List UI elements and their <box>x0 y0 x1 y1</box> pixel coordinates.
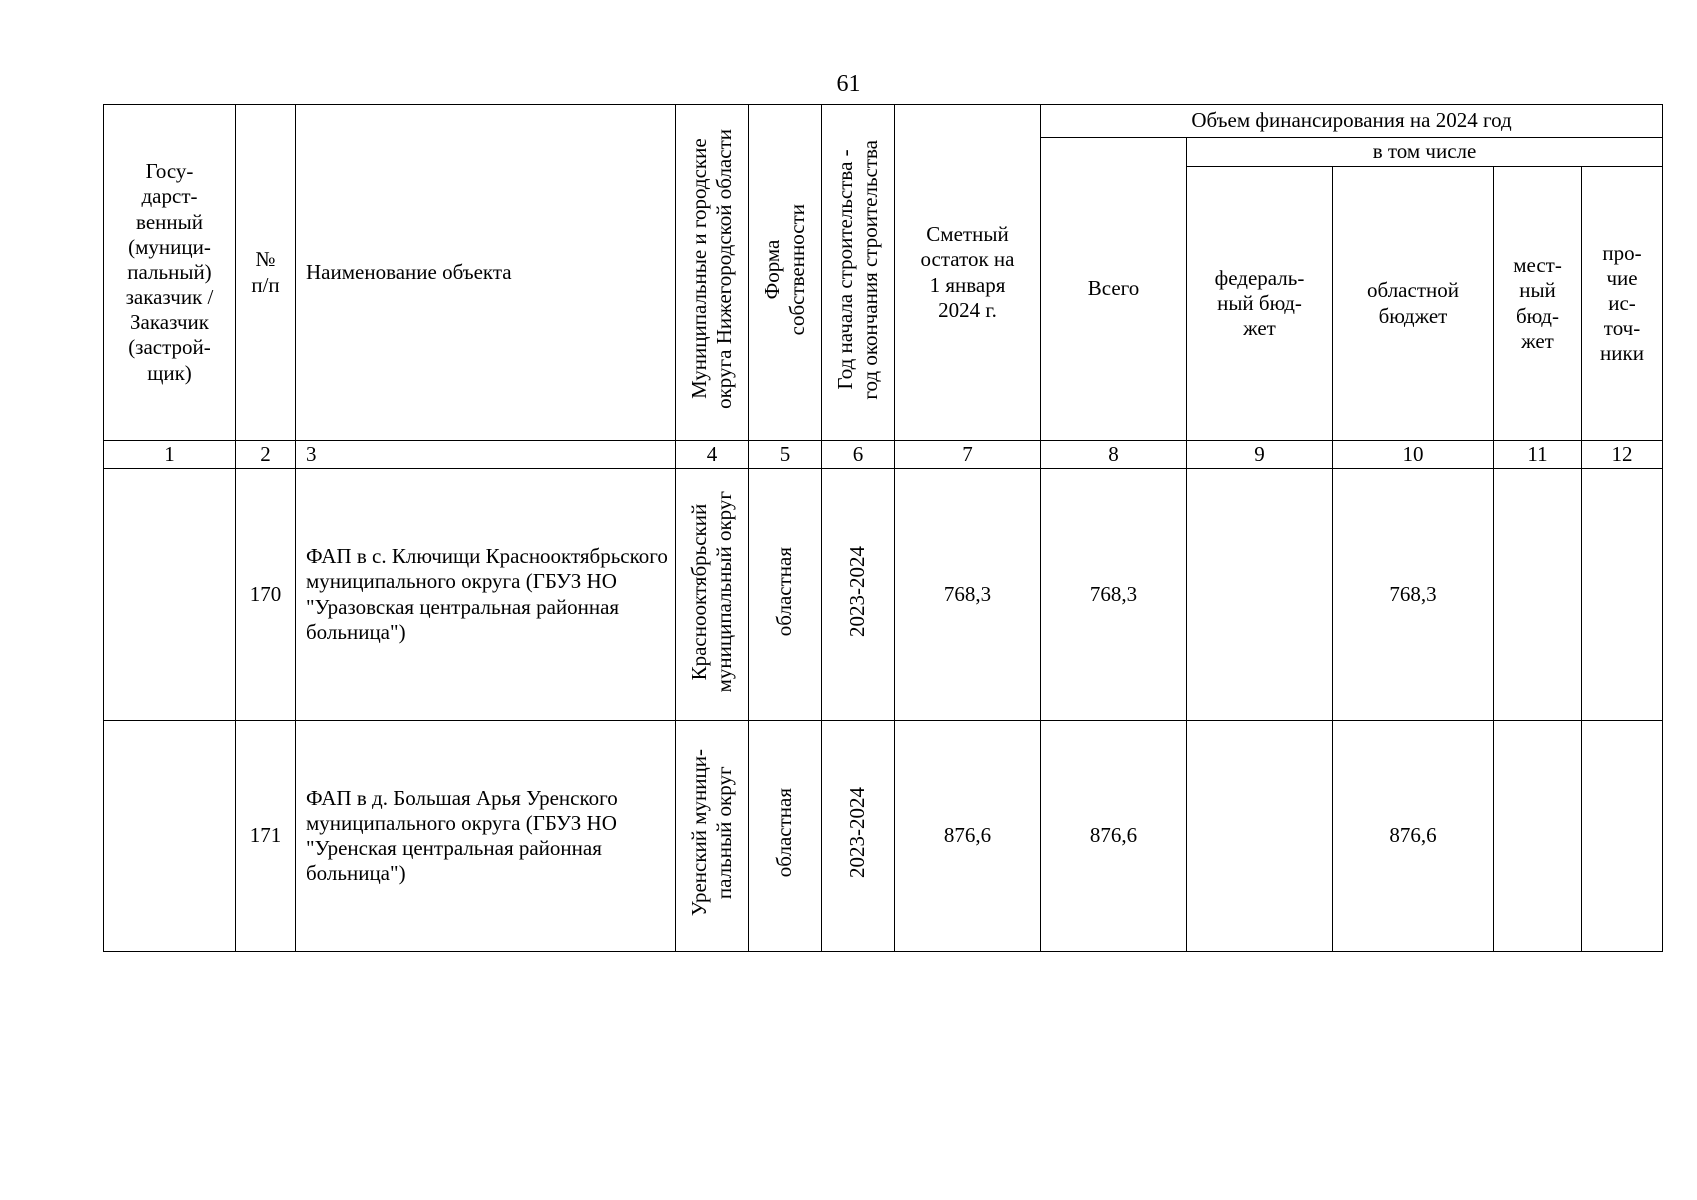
header-row <box>104 105 1663 138</box>
cell-balance: 768,3 <box>895 469 1041 721</box>
cell-years: 2023-2024 <box>822 721 895 952</box>
cell-other <box>1582 721 1663 952</box>
table-row <box>104 469 1663 721</box>
cell-years: 2023-2024 <box>822 469 895 721</box>
column-number: 6 <box>822 441 895 469</box>
header-total: Всего <box>1041 138 1187 441</box>
cell-number: 171 <box>236 721 296 952</box>
header-regional: областной бюджет <box>1333 167 1494 441</box>
cell-object-name: ФАП в д. Большая Арья Уренского муниципального округа (ГБУЗ НО "Уренская центральная районная больница") <box>296 721 676 952</box>
cell-ownership: областная <box>749 469 822 721</box>
cell-total: 876,6 <box>1041 721 1187 952</box>
column-number: 2 <box>236 441 296 469</box>
cell-local <box>1494 721 1582 952</box>
cell-municipality: Уренский муници- пальный округ <box>676 721 749 952</box>
header-object-name: Наименование объекта <box>296 105 676 441</box>
header-customer: Госу- дарст- венный (муници- пальный) заказчик / Заказчик (застрой- щик) <box>104 105 236 441</box>
column-number: 7 <box>895 441 1041 469</box>
header-number: № п/п <box>236 105 296 441</box>
column-number: 1 <box>104 441 236 469</box>
page-number: 61 <box>836 71 861 97</box>
header-federal: федераль- ный бюд- жет <box>1187 167 1333 441</box>
column-number: 8 <box>1041 441 1187 469</box>
financing-table <box>103 104 1663 952</box>
cell-regional: 876,6 <box>1333 721 1494 952</box>
cell-number: 170 <box>236 469 296 721</box>
column-number-row <box>104 441 1663 469</box>
cell-total: 768,3 <box>1041 469 1187 721</box>
cell-federal <box>1187 469 1333 721</box>
header-including: в том числе <box>1187 138 1663 167</box>
cell-other <box>1582 469 1663 721</box>
header-financing: Объем финансирования на 2024 год <box>1041 105 1663 138</box>
header-municipality: Муниципальные и городские округа Нижегородской области <box>676 105 749 441</box>
column-number: 5 <box>749 441 822 469</box>
header-other: про- чие ис- точ- ники <box>1582 167 1663 441</box>
header-years: Год начала строительства - год окончания строительства <box>822 105 895 441</box>
cell-municipality: Краснооктябрьский муниципальный округ <box>676 469 749 721</box>
cell-federal <box>1187 721 1333 952</box>
header-ownership: Форма собственности <box>749 105 822 441</box>
cell-customer <box>104 469 236 721</box>
cell-balance: 876,6 <box>895 721 1041 952</box>
column-number: 4 <box>676 441 749 469</box>
column-number: 3 <box>296 441 676 469</box>
header-local: мест- ный бюд- жет <box>1494 167 1582 441</box>
cell-customer <box>104 721 236 952</box>
column-number: 10 <box>1333 441 1494 469</box>
column-number: 9 <box>1187 441 1333 469</box>
cell-local <box>1494 469 1582 721</box>
header-balance: Сметный остаток на 1 января 2024 г. <box>895 105 1041 441</box>
column-number: 11 <box>1494 441 1582 469</box>
column-number: 12 <box>1582 441 1663 469</box>
table-row <box>104 721 1663 952</box>
cell-ownership: областная <box>749 721 822 952</box>
cell-regional: 768,3 <box>1333 469 1494 721</box>
cell-object-name: ФАП в с. Ключищи Краснооктябрьского муниципального округа (ГБУЗ НО "Уразовская центральная районная больница") <box>296 469 676 721</box>
